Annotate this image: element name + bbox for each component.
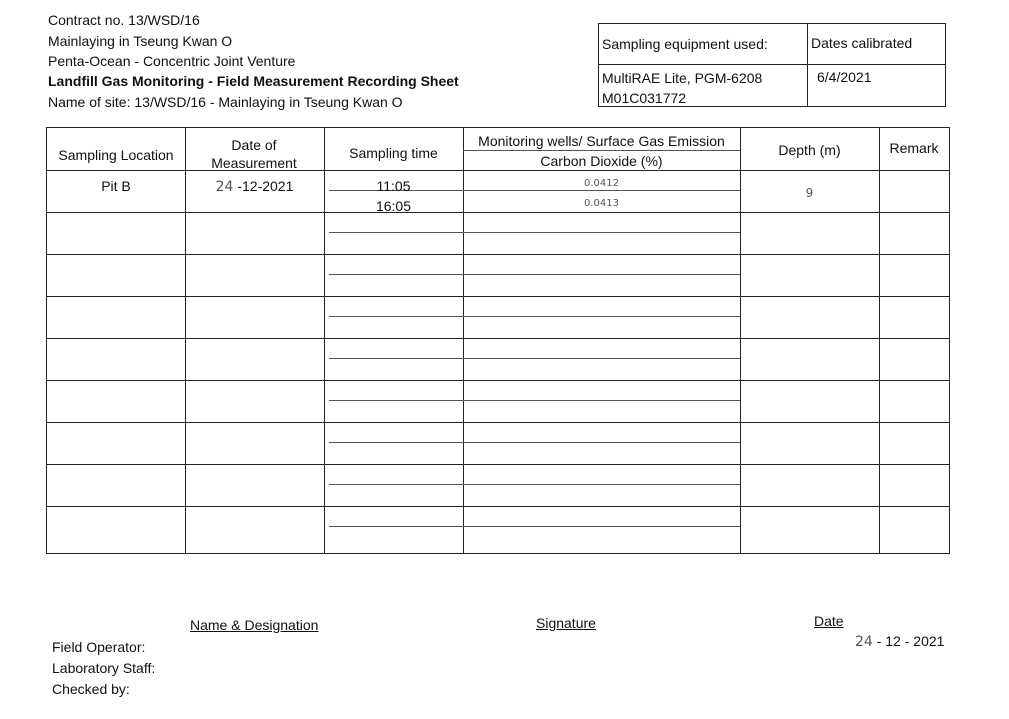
- row1-date: [185, 178, 324, 195]
- site-name: Name of site: 13/WSD/16 - Mainlaying in Tseung Kwan O: [48, 94, 403, 110]
- footer-date-handwritten: 24: [855, 634, 873, 650]
- col-sampling-location: Sampling Location: [58, 147, 174, 163]
- equipment-label: Sampling equipment used:: [602, 36, 768, 52]
- contractor-name: Penta-Ocean - Concentric Joint Venture: [48, 53, 296, 69]
- signature-heading: Signature: [536, 615, 596, 631]
- col-carbon-dioxide: Carbon Dioxide (%): [540, 153, 663, 169]
- contract-number: Contract no. 13/WSD/16: [48, 12, 200, 28]
- field-operator-label: Field Operator:: [52, 639, 146, 655]
- laboratory-staff-label: Laboratory Staff:: [52, 660, 156, 676]
- calibrated-date: 6/4/2021: [817, 69, 872, 85]
- footer-date: [855, 633, 944, 650]
- col-depth: Depth (m): [778, 142, 841, 158]
- footer-date-printed: - 12 - 2021: [876, 633, 945, 649]
- row1-time2: 16:05: [375, 198, 412, 214]
- row1-co2-1: 0.0412: [584, 178, 619, 189]
- equipment-serial: M01C031772: [602, 90, 687, 106]
- row1-date-printed: -12-2021: [237, 178, 294, 194]
- equipment-box: [598, 23, 946, 107]
- row1-date-handwritten: 24: [215, 179, 234, 195]
- date-heading: Date: [814, 613, 844, 629]
- row1-location: Pit B: [101, 178, 131, 194]
- col-remark: Remark: [889, 140, 939, 156]
- col-sampling-time: Sampling time: [349, 145, 438, 161]
- row1-time1: 11:05: [376, 178, 411, 194]
- dates-calibrated-label: Dates calibrated: [811, 35, 913, 51]
- name-designation-heading: Name & Designation: [190, 617, 319, 633]
- row1-co2-2: 0.0413: [584, 198, 619, 209]
- col-monitoring-wells: Monitoring wells/ Surface Gas Emission: [478, 133, 725, 149]
- checked-by-label: Checked by:: [52, 681, 130, 697]
- col-date-of-measurement: Date of Measurement: [211, 137, 297, 171]
- project-name: Mainlaying in Tseung Kwan O: [48, 33, 233, 49]
- sheet-title: Landfill Gas Monitoring - Field Measurement Recording Sheet: [48, 73, 459, 89]
- measurement-table: [46, 127, 950, 554]
- row1-depth: 9: [805, 186, 814, 200]
- equipment-model: MultiRAE Lite, PGM-6208: [602, 70, 763, 86]
